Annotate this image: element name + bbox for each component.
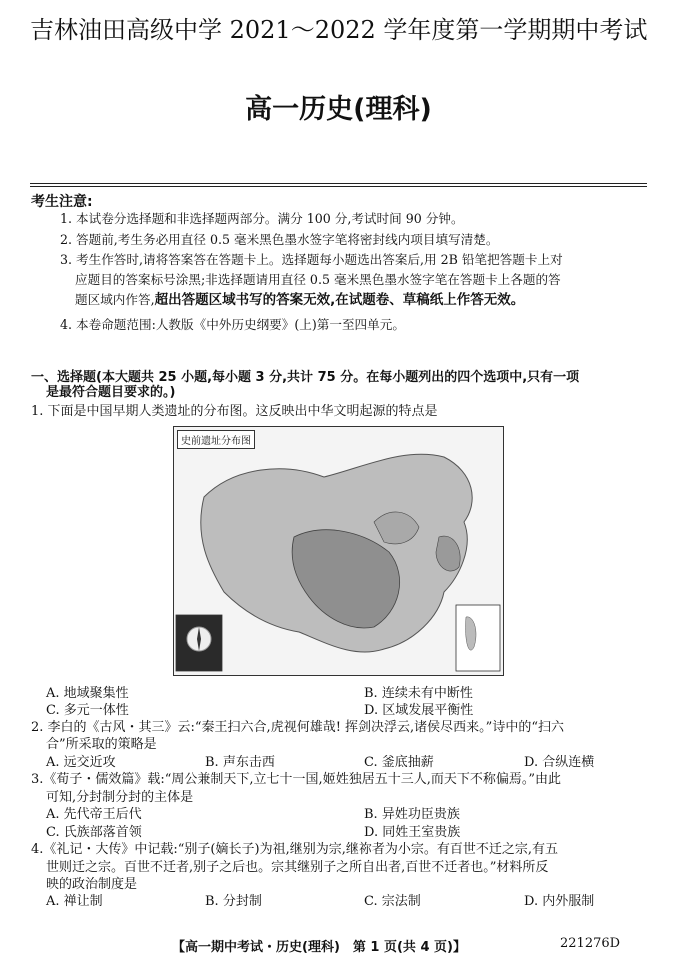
option-d: D. 区域发展平衡性: [364, 703, 474, 718]
option-b: B. 连续未有中断性: [364, 686, 473, 701]
school-exam-title: 吉林油田高级中学 2021～2022 学年度第一学期期中考试: [30, 16, 648, 44]
map-title: 史前遗址分布图: [177, 430, 255, 449]
section-heading: 一、选择题(本大题共 25 小题,每小题 3 分,共计 75 分。在每小题列出的四个选项中,只有一项: [31, 370, 580, 385]
notice-title: 考生注意:: [31, 194, 93, 210]
notice-item: 应题目的答案标号涂黑;非选择题请用直径 0.5 毫米黑色墨水签字笔在答题卡上各题的答: [75, 272, 561, 287]
question-stem: 合”所采取的策略是: [46, 737, 157, 752]
question-stem: 4.《礼记・大传》中记载:“别子(嫡长子)为祖,继别为宗,继祢者为小宗。有百世不迁之宗,有五: [31, 842, 558, 857]
option-a: A. 先代帝王后代: [46, 807, 142, 822]
question-stem: 世则迁之宗。百世不迁者,别子之后也。宗其继别子之所自出者,百世不迁者也。”材料所反: [46, 860, 549, 875]
exam-code: 221276D: [560, 936, 621, 951]
question-stem: 1. 下面是中国早期人类遗址的分布图。这反映出中华文明起源的特点是: [31, 404, 438, 419]
header-rule: [30, 183, 647, 184]
question-stem: 2. 李白的《古风・其三》云:“秦王扫六合,虎视何雄哉! 挥剑决浮云,诸侯尽西来。”诗中的“扫六: [31, 720, 564, 735]
option-d: D. 同姓王室贵族: [364, 825, 461, 840]
option-c: C. 多元一体性: [46, 703, 129, 718]
section-heading: 是最符合题目要求的。): [46, 385, 176, 400]
header-rule: [30, 186, 647, 187]
option-c: C. 釜底抽薪: [364, 755, 434, 770]
option-a: A. 远交近攻: [46, 755, 116, 770]
page-footer: 【高一期中考试・历史(理科) 第 1 页(共 4 页)】: [172, 940, 466, 955]
option-b: B. 异姓功臣贵族: [364, 807, 460, 822]
question-stem: 3.《荀子・儒效篇》载:“周公兼制天下,立七十一国,姬姓独居五十三人,而天下不称偏焉。”由此: [31, 772, 561, 787]
option-b: B. 分封制: [205, 894, 262, 909]
option-c: C. 氏族部落首领: [46, 825, 142, 840]
china-map-icon: [174, 427, 503, 675]
question-stem: 映的政治制度是: [46, 877, 138, 892]
notice-item: 2. 答题前,考生务必用直径 0.5 毫米黑色墨水签字笔将密封线内项目填写清楚。: [60, 232, 499, 247]
option-d: D. 合纵连横: [524, 755, 595, 770]
prehistoric-sites-map: [173, 426, 504, 676]
option-b: B. 声东击西: [205, 755, 275, 770]
option-a: A. 禅让制: [46, 894, 103, 909]
notice-item: [75, 290, 524, 310]
notice-emphasis: 超出答题区域书写的答案无效,在试题卷、草稿纸上作答无效。: [154, 292, 525, 308]
subject-title: 高一历史(理科): [245, 94, 432, 125]
notice-item: 1. 本试卷分选择题和非选择题两部分。满分 100 分,考试时间 90 分钟。: [60, 211, 464, 226]
option-a: A. 地域聚集性: [46, 686, 129, 701]
notice-item-text: 题区域内作答,: [75, 292, 155, 307]
option-c: C. 宗法制: [364, 894, 421, 909]
option-d: D. 内外服制: [524, 894, 595, 909]
notice-item: 3. 考生作答时,请将答案答在答题卡上。选择题每小题选出答案后,用 2B 铅笔把答题卡上对: [60, 252, 563, 267]
question-stem: 可知,分封制分封的主体是: [46, 790, 194, 805]
notice-item: 4. 本卷命题范围:人教版《中外历史纲要》(上)第一至四单元。: [60, 317, 405, 332]
